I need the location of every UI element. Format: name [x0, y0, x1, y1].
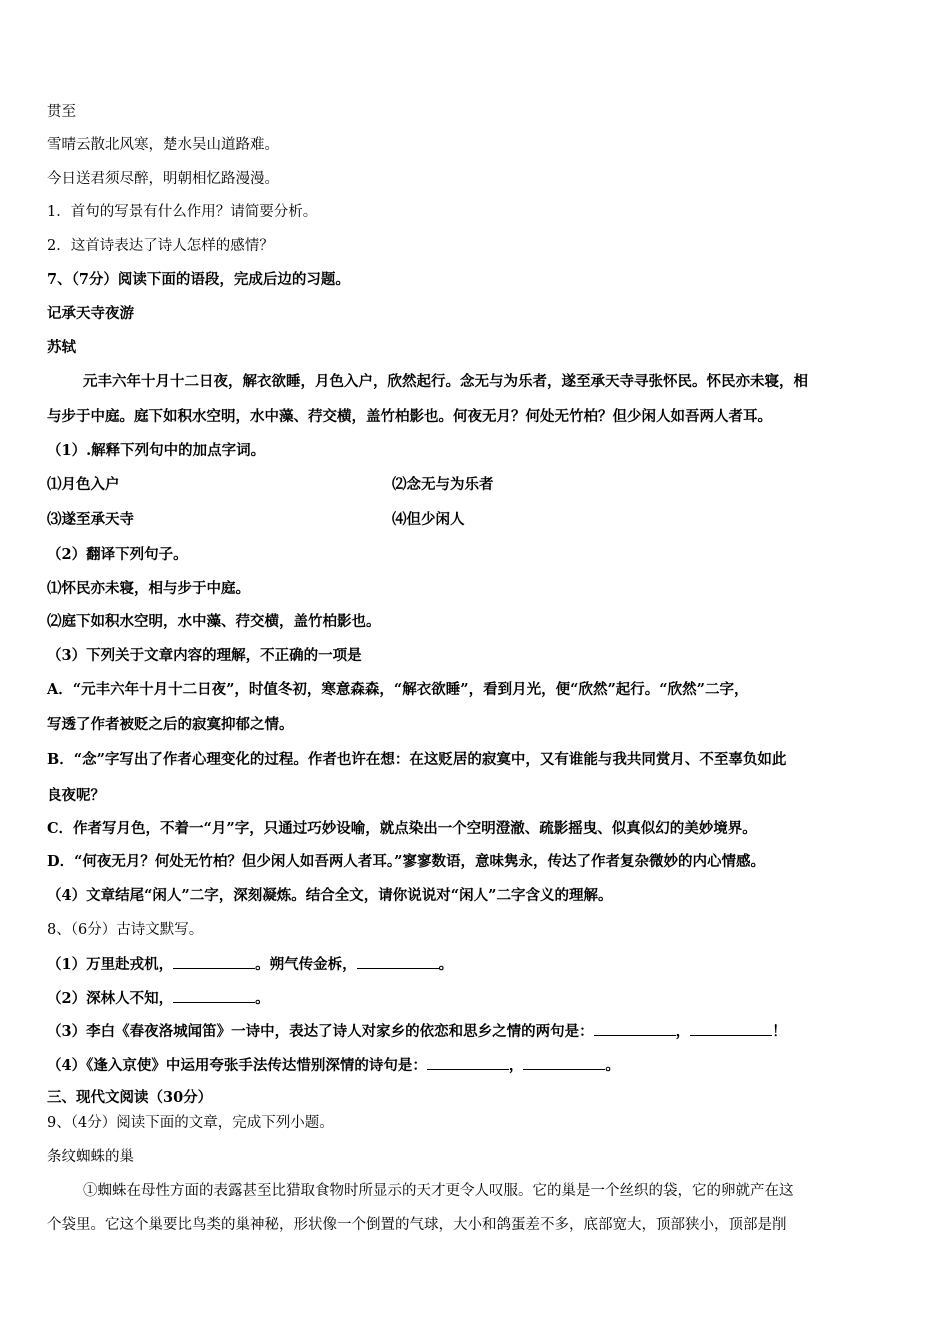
answer-blank[interactable] — [173, 954, 255, 969]
q7-option-b-line-1: B．“念”字写出了作者心理变化的过程。作者也许在想：在这贬居的寂寞中，又有谁能与我共同赏月、不至辜负如此 — [47, 751, 787, 768]
q7-header: 7、（7分）阅读下面的语段，完成后边的习题。 — [47, 271, 350, 288]
q7-option-c: C．作者写月色，不着一“月”字，只通过巧妙设喻，就点染出一个空明澄澈、疏影摇曳、似真似幻的美妙境界。 — [47, 820, 757, 837]
q8-item-4-part-c: 。 — [605, 1057, 620, 1074]
answer-blank[interactable] — [523, 1055, 605, 1070]
article-para-1-line-1: ①蜘蛛在母性方面的表露甚至比猎取食物时所显示的天才更令人叹服。它的巢是一个丝织的袋，它的卵就产在这 — [83, 1183, 794, 1199]
section-3-header: 三、现代文阅读（30分） — [47, 1089, 213, 1106]
answer-blank[interactable] — [427, 1055, 509, 1070]
q7-translate-2: ⑵庭下如积水空明，水中藻、荇交横，盖竹柏影也。 — [47, 613, 381, 630]
q8-item-1-part-b: 。朔气传金柝， — [255, 956, 357, 973]
q8-item-3-part-c: ！ — [772, 1023, 787, 1040]
answer-blank[interactable] — [173, 988, 255, 1003]
q7-word-3: ⑶遂至承天寺 — [47, 511, 134, 528]
q7-word-4: ⑷但少闲人 — [392, 511, 465, 528]
poem-question-1: 1．首句的写景有什么作用？请简要分析。 — [47, 204, 318, 220]
q7-author: 苏轼 — [47, 339, 76, 356]
q8-item-3-part-a: （3）李白《春夜洛城闻笛》一诗中，表达了诗人对家乡的依恋和思乡之情的两句是： — [47, 1023, 594, 1040]
q8-item-3 — [47, 1021, 787, 1042]
q8-item-3-part-b: ， — [675, 1023, 691, 1040]
q8-item-2-part-a: （2）深林人不知， — [47, 990, 174, 1007]
q8-item-1-part-a: （1）万里赴戎机， — [47, 956, 174, 973]
q7-word-2: ⑵念无与为乐者 — [392, 476, 494, 493]
answer-blank[interactable] — [594, 1021, 676, 1036]
q8-item-4 — [47, 1055, 620, 1076]
poem-line-1: 雪晴云散北风寒，楚水吴山道路难。 — [47, 137, 279, 153]
q7-passage-line-1: 元丰六年十月十二日夜，解衣欲睡，月色入户，欣然起行。念无与为乐者，遂至承天寺寻张怀民。怀民亦未寝，相 — [83, 373, 808, 390]
q7-translate-1: ⑴怀民亦未寝，相与步于中庭。 — [47, 580, 250, 597]
q8-item-2-part-b: 。 — [255, 990, 270, 1007]
q7-word-1: ⑴月色入户 — [47, 476, 120, 493]
q7-sub-1: （1）.解释下列句中的加点字词。 — [47, 442, 266, 459]
poem-question-2: 2．这首诗表达了诗人怎样的感情？ — [47, 238, 274, 254]
q7-sub-2: （2）翻译下列句子。 — [47, 546, 188, 563]
article-title: 条纹蜘蛛的巢 — [47, 1149, 134, 1165]
q7-option-b-line-2: 良夜呢？ — [47, 787, 105, 804]
q7-title: 记承天寺夜游 — [47, 305, 134, 322]
answer-blank[interactable] — [690, 1021, 772, 1036]
answer-blank[interactable] — [357, 954, 439, 969]
q7-option-a-line-2: 写透了作者被贬之后的寂寞抑郁之情。 — [47, 716, 294, 733]
q7-sub-4: （4）文章结尾“闲人”二字，深刻凝炼。结合全文，请你说说对“闲人”二字含义的理解。 — [47, 887, 613, 904]
q8-header: 8、（6分）古诗文默写。 — [47, 922, 204, 938]
q8-item-1 — [47, 954, 453, 975]
q8-item-4-part-b: ， — [508, 1057, 524, 1074]
q8-item-1-part-c: 。 — [438, 956, 454, 973]
q8-item-2 — [47, 988, 270, 1009]
q8-item-4-part-a: （4）《逢入京使》中运用夸张手法传达惜别深情的诗句是： — [47, 1057, 427, 1074]
q9-header: 9、（4分）阅读下面的文章，完成下列小题。 — [47, 1115, 334, 1131]
poem-author: 贯至 — [47, 104, 76, 120]
q7-passage-line-2: 与步于中庭。庭下如积水空明，水中藻、荇交横，盖竹柏影也。何夜无月？何处无竹柏？但少闲人如吾两人者耳。 — [47, 408, 772, 425]
q7-sub-3: （3）下列关于文章内容的理解，不正确的一项是 — [47, 647, 362, 664]
q7-option-a-line-1: A．“元丰六年十月十二日夜”，时值冬初，寒意森森，“解衣欲睡”，看到月光，便“欣然”起行。“欣然”二字， — [47, 681, 749, 698]
q7-option-d: D．“何夜无月？何处无竹柏？但少闲人如吾两人者耳。”寥寥数语，意味隽永，传达了作者复杂微妙的内心情感。 — [47, 853, 766, 870]
poem-line-2: 今日送君须尽醉，明朝相忆路漫漫。 — [47, 171, 279, 187]
article-para-1-line-2: 个袋里。它这个巢要比鸟类的巢神秘，形状像一个倒置的气球，大小和鸽蛋差不多，底部宽大，顶部狭小，顶部是削 — [47, 1217, 787, 1233]
